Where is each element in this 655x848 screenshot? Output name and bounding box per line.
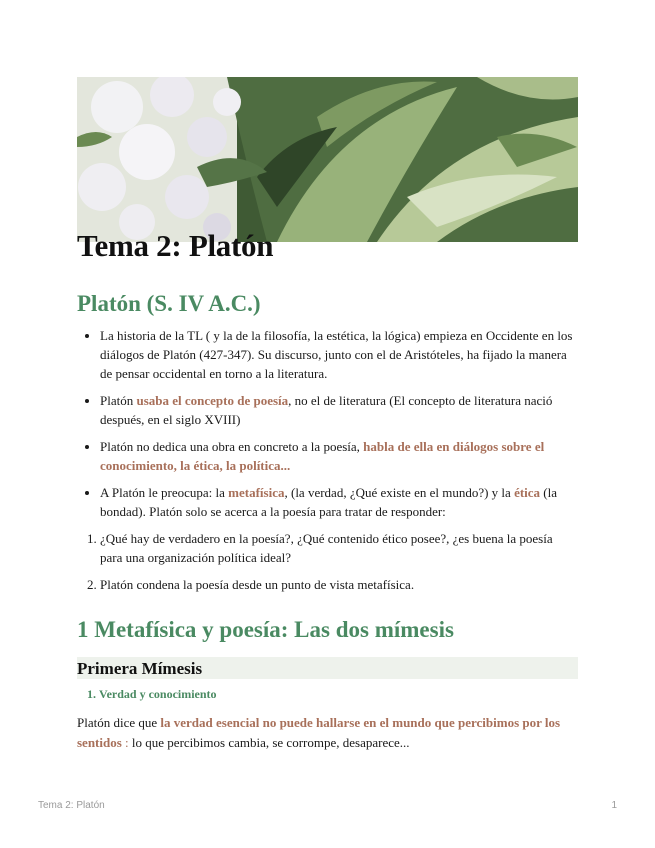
list-item: • A Platón le preocupa: la metafísica, (la verdad, ¿Qué existe en el mundo?) y la ética (la bondad). Platón solo se acerca a la poesía para tratar de responder: <box>100 483 578 521</box>
numbered-list <box>77 529 578 594</box>
numbered-sublist <box>77 685 578 703</box>
cover-image <box>77 77 578 242</box>
list-item: • Platón no dedica una obra en concreto a la poesía, habla de ella en diálogos sobre el conocimiento, la ética, la política... <box>100 437 578 475</box>
bullet-list <box>77 326 578 521</box>
list-item: 2. Platón condena la poesía desde un punto de vista metafísica. <box>100 575 578 594</box>
highlight-text: habla de ella en diálogos sobre el conocimiento, la ética, la política... <box>100 439 545 473</box>
list-item: • Platón usaba el concepto de poesía, no el de literatura (El concepto de literatura nació después, en el siglo XVIII) <box>100 391 578 429</box>
list-item: 1. Verdad y conocimiento <box>99 685 578 703</box>
section-heading: 1 Metafísica y poesía: Las dos mímesis <box>77 617 454 642</box>
highlight-text: usaba el concepto de poesía <box>136 393 289 408</box>
highlight-text: metafísica <box>228 485 285 500</box>
page-title: Tema 2: Platón <box>77 228 274 263</box>
page-footer <box>38 800 617 811</box>
page-number: 1 <box>611 800 617 811</box>
highlight-text: la verdad esencial no puede hallarse en el mundo que percibimos por los sentidos <box>77 715 561 750</box>
list-item: 1. ¿Qué hay de verdadero en la poesía?, ¿Qué contenido ético posee?, ¿es buena la poesía para una organización política ideal? <box>100 529 578 567</box>
list-item: • La historia de la TL ( y la de la filosofía, la estética, la lógica) empieza en Occidente en los diálogos de Platón (427-347). Su discurso, junto con el de Aristóteles, ha fijado la manera de pensar occidental en torno a la literatura. <box>100 326 578 383</box>
footer-title: Tema 2: Platón <box>38 800 105 811</box>
highlight-text: ética <box>514 485 541 500</box>
paragraph: Platón dice que la verdad esencial no puede hallarse en el mundo que percibimos por los sentidos : lo que percibimos cambia, se corrompe, desaparece... <box>77 715 561 750</box>
subsection-heading: Primera Mímesis <box>77 657 578 679</box>
section-heading: Platón (S. IV A.C.) <box>77 291 261 316</box>
document-body <box>77 287 578 753</box>
